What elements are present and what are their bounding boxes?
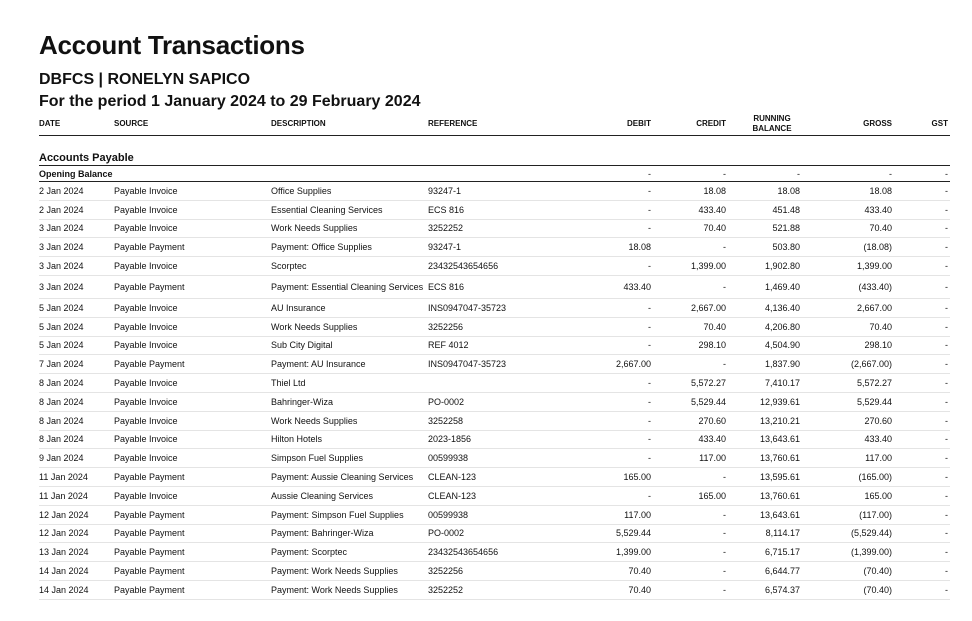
cell-gst: - — [894, 336, 950, 355]
cell-running-balance: 4,206.80 — [728, 317, 802, 336]
cell-source: Payable Invoice — [114, 182, 271, 201]
table-row — [39, 524, 950, 543]
cell-gross: 165.00 — [802, 486, 894, 505]
cell-date: 12 Jan 2024 — [39, 505, 114, 524]
cell-reference: 00599938 — [428, 505, 578, 524]
cell-gst: - — [894, 355, 950, 374]
cell-running-balance: 6,715.17 — [728, 543, 802, 562]
cell-description: Payment: Work Needs Supplies — [271, 580, 428, 599]
cell-source: Payable Payment — [114, 524, 271, 543]
cell-description: Sub City Digital — [271, 336, 428, 355]
cell-debit: - — [578, 219, 653, 238]
cell-source: Payable Invoice — [114, 430, 271, 449]
cell-date: 8 Jan 2024 — [39, 411, 114, 430]
cell-gst: - — [894, 182, 950, 201]
cell-date: 3 Jan 2024 — [39, 257, 114, 276]
cell-reference: PO-0002 — [428, 392, 578, 411]
cell-debit: 2,667.00 — [578, 355, 653, 374]
cell-gst: - — [894, 298, 950, 317]
opening-credit: - — [653, 166, 728, 182]
cell-gross: (433.40) — [802, 275, 894, 298]
cell-running-balance: 13,210.21 — [728, 411, 802, 430]
cell-gross: 5,529.44 — [802, 392, 894, 411]
cell-running-balance: 6,644.77 — [728, 562, 802, 581]
cell-gst: - — [894, 505, 950, 524]
cell-gross: 5,572.27 — [802, 374, 894, 393]
report-title: Account Transactions — [39, 30, 305, 60]
cell-description: AU Insurance — [271, 298, 428, 317]
cell-gross: (70.40) — [802, 562, 894, 581]
cell-credit: 2,667.00 — [653, 298, 728, 317]
cell-running-balance: 8,114.17 — [728, 524, 802, 543]
cell-gst: - — [894, 374, 950, 393]
cell-gst: - — [894, 257, 950, 276]
cell-date: 7 Jan 2024 — [39, 355, 114, 374]
table-row — [39, 430, 950, 449]
cell-gross: 2,667.00 — [802, 298, 894, 317]
col-header-running-line1: RUNNING — [753, 113, 791, 123]
cell-running-balance: 1,837.90 — [728, 355, 802, 374]
period-line: For the period 1 January 2024 to 29 February 2024 — [39, 93, 421, 110]
cell-date: 5 Jan 2024 — [39, 336, 114, 355]
cell-description: Work Needs Supplies — [271, 317, 428, 336]
cell-running-balance: 13,643.61 — [728, 505, 802, 524]
cell-description: Payment: Office Supplies — [271, 238, 428, 257]
cell-reference: CLEAN-123 — [428, 486, 578, 505]
cell-credit: 165.00 — [653, 486, 728, 505]
cell-reference: CLEAN-123 — [428, 468, 578, 487]
table-row — [39, 543, 950, 562]
section-heading-row — [39, 148, 950, 166]
cell-source: Payable Invoice — [114, 449, 271, 468]
cell-reference: 00599938 — [428, 449, 578, 468]
cell-running-balance: 4,504.90 — [728, 336, 802, 355]
cell-gst: - — [894, 580, 950, 599]
cell-description: Payment: Work Needs Supplies — [271, 562, 428, 581]
cell-source: Payable Invoice — [114, 336, 271, 355]
cell-gst: - — [894, 543, 950, 562]
cell-description: Payment: Essential Cleaning Services — [271, 275, 428, 298]
cell-debit: - — [578, 336, 653, 355]
opening-debit: - — [578, 166, 653, 182]
cell-reference: ECS 816 — [428, 200, 578, 219]
table-row — [39, 200, 950, 219]
cell-source: Payable Invoice — [114, 392, 271, 411]
cell-debit: 433.40 — [578, 275, 653, 298]
cell-reference: PO-0002 — [428, 524, 578, 543]
cell-description: Hilton Hotels — [271, 430, 428, 449]
table-row — [39, 355, 950, 374]
cell-credit: 5,529.44 — [653, 392, 728, 411]
cell-credit: - — [653, 468, 728, 487]
table-row — [39, 562, 950, 581]
cell-gross: 1,399.00 — [802, 257, 894, 276]
cell-running-balance: 12,939.61 — [728, 392, 802, 411]
cell-source: Payable Invoice — [114, 219, 271, 238]
cell-date: 13 Jan 2024 — [39, 543, 114, 562]
cell-description: Essential Cleaning Services — [271, 200, 428, 219]
cell-running-balance: 503.80 — [728, 238, 802, 257]
cell-running-balance: 6,574.37 — [728, 580, 802, 599]
cell-date: 8 Jan 2024 — [39, 430, 114, 449]
cell-source: Payable Payment — [114, 562, 271, 581]
cell-source: Payable Invoice — [114, 298, 271, 317]
cell-debit: 70.40 — [578, 562, 653, 581]
cell-running-balance: 13,643.61 — [728, 430, 802, 449]
cell-credit: 1,399.00 — [653, 257, 728, 276]
cell-reference: 93247-1 — [428, 182, 578, 201]
table-row — [39, 238, 950, 257]
cell-gross: 70.40 — [802, 219, 894, 238]
cell-credit: 70.40 — [653, 317, 728, 336]
cell-date: 2 Jan 2024 — [39, 182, 114, 201]
cell-credit: 5,572.27 — [653, 374, 728, 393]
cell-source: Payable Payment — [114, 275, 271, 298]
table-row — [39, 449, 950, 468]
cell-date: 14 Jan 2024 — [39, 562, 114, 581]
cell-credit: 270.60 — [653, 411, 728, 430]
col-header-reference: REFERENCE — [428, 112, 578, 136]
cell-date: 3 Jan 2024 — [39, 219, 114, 238]
cell-gst: - — [894, 468, 950, 487]
cell-running-balance: 451.48 — [728, 200, 802, 219]
cell-gst: - — [894, 411, 950, 430]
cell-gst: - — [894, 449, 950, 468]
cell-source: Payable Invoice — [114, 486, 271, 505]
cell-credit: - — [653, 580, 728, 599]
cell-debit: 18.08 — [578, 238, 653, 257]
cell-credit: 298.10 — [653, 336, 728, 355]
opening-running: - — [728, 166, 802, 182]
cell-gross: 433.40 — [802, 200, 894, 219]
cell-gross: 18.08 — [802, 182, 894, 201]
cell-description: Thiel Ltd — [271, 374, 428, 393]
cell-running-balance: 13,760.61 — [728, 486, 802, 505]
cell-source: Payable Invoice — [114, 411, 271, 430]
cell-gross: (1,399.00) — [802, 543, 894, 562]
table-row — [39, 580, 950, 599]
cell-description: Simpson Fuel Supplies — [271, 449, 428, 468]
table-row — [39, 336, 950, 355]
cell-gross: (70.40) — [802, 580, 894, 599]
table-row — [39, 374, 950, 393]
cell-source: Payable Invoice — [114, 257, 271, 276]
cell-reference: 93247-1 — [428, 238, 578, 257]
cell-debit: - — [578, 486, 653, 505]
cell-debit: - — [578, 200, 653, 219]
cell-gross: 433.40 — [802, 430, 894, 449]
col-header-gross: GROSS — [802, 112, 894, 136]
cell-date: 9 Jan 2024 — [39, 449, 114, 468]
col-header-date: DATE — [39, 112, 114, 136]
cell-credit: - — [653, 505, 728, 524]
transactions-table — [39, 112, 950, 600]
cell-reference: 2023-1856 — [428, 430, 578, 449]
opening-gst: - — [894, 166, 950, 182]
table-row — [39, 275, 950, 298]
cell-reference: 3252252 — [428, 219, 578, 238]
col-header-debit: DEBIT — [578, 112, 653, 136]
cell-source: Payable Payment — [114, 505, 271, 524]
cell-reference: 3252258 — [428, 411, 578, 430]
opening-gross: - — [802, 166, 894, 182]
cell-date: 5 Jan 2024 — [39, 298, 114, 317]
cell-description: Payment: Simpson Fuel Supplies — [271, 505, 428, 524]
cell-reference: 23432543654656 — [428, 257, 578, 276]
cell-description: Payment: Scorptec — [271, 543, 428, 562]
cell-gst: - — [894, 219, 950, 238]
cell-source: Payable Payment — [114, 355, 271, 374]
cell-date: 14 Jan 2024 — [39, 580, 114, 599]
cell-reference: 3252252 — [428, 580, 578, 599]
cell-debit: 117.00 — [578, 505, 653, 524]
opening-balance-label: Opening Balance — [39, 166, 578, 182]
opening-balance-row — [39, 166, 950, 182]
cell-reference: 3252256 — [428, 317, 578, 336]
cell-credit: 433.40 — [653, 430, 728, 449]
cell-debit: - — [578, 298, 653, 317]
header-spacer — [39, 136, 950, 149]
cell-gross: 70.40 — [802, 317, 894, 336]
cell-gross: (5,529.44) — [802, 524, 894, 543]
cell-running-balance: 18.08 — [728, 182, 802, 201]
cell-gst: - — [894, 524, 950, 543]
cell-date: 8 Jan 2024 — [39, 374, 114, 393]
cell-date: 3 Jan 2024 — [39, 238, 114, 257]
cell-credit: - — [653, 562, 728, 581]
cell-debit: - — [578, 257, 653, 276]
col-header-running-line2: BALANCE — [752, 123, 792, 133]
cell-gst: - — [894, 392, 950, 411]
cell-description: Scorptec — [271, 257, 428, 276]
table-row — [39, 505, 950, 524]
table-row — [39, 468, 950, 487]
cell-debit: - — [578, 411, 653, 430]
cell-gst: - — [894, 317, 950, 336]
cell-description: Bahringer-Wiza — [271, 392, 428, 411]
cell-debit: - — [578, 392, 653, 411]
cell-running-balance: 7,410.17 — [728, 374, 802, 393]
cell-source: Payable Invoice — [114, 317, 271, 336]
cell-reference: INS0947047-35723 — [428, 298, 578, 317]
cell-gross: (2,667.00) — [802, 355, 894, 374]
cell-gross: 270.60 — [802, 411, 894, 430]
cell-running-balance: 1,902.80 — [728, 257, 802, 276]
cell-source: Payable Payment — [114, 580, 271, 599]
cell-description: Aussie Cleaning Services — [271, 486, 428, 505]
cell-running-balance: 4,136.40 — [728, 298, 802, 317]
col-header-credit: CREDIT — [653, 112, 728, 136]
table-row — [39, 392, 950, 411]
cell-debit: 5,529.44 — [578, 524, 653, 543]
cell-debit: - — [578, 449, 653, 468]
cell-gross: (18.08) — [802, 238, 894, 257]
cell-credit: - — [653, 543, 728, 562]
cell-gst: - — [894, 275, 950, 298]
cell-date: 11 Jan 2024 — [39, 468, 114, 487]
cell-running-balance: 521.88 — [728, 219, 802, 238]
cell-gross: (165.00) — [802, 468, 894, 487]
cell-date: 5 Jan 2024 — [39, 317, 114, 336]
table-row — [39, 298, 950, 317]
cell-date: 2 Jan 2024 — [39, 200, 114, 219]
cell-credit: - — [653, 238, 728, 257]
cell-source: Payable Invoice — [114, 200, 271, 219]
table-row — [39, 317, 950, 336]
cell-gst: - — [894, 430, 950, 449]
table-header-row — [39, 112, 950, 136]
table-row — [39, 257, 950, 276]
organisation-line: DBFCS | RONELYN SAPICO — [39, 71, 251, 88]
col-header-running-balance — [728, 112, 802, 136]
col-header-source: SOURCE — [114, 112, 271, 136]
cell-source: Payable Payment — [114, 238, 271, 257]
cell-debit: 70.40 — [578, 580, 653, 599]
table-row — [39, 486, 950, 505]
cell-debit: 165.00 — [578, 468, 653, 487]
cell-running-balance: 13,595.61 — [728, 468, 802, 487]
cell-gst: - — [894, 200, 950, 219]
col-header-gst: GST — [894, 112, 950, 136]
cell-credit: - — [653, 524, 728, 543]
cell-debit: - — [578, 374, 653, 393]
cell-source: Payable Payment — [114, 468, 271, 487]
table-row — [39, 411, 950, 430]
cell-date: 8 Jan 2024 — [39, 392, 114, 411]
cell-gross: 298.10 — [802, 336, 894, 355]
cell-description: Office Supplies — [271, 182, 428, 201]
cell-gross: 117.00 — [802, 449, 894, 468]
cell-description: Work Needs Supplies — [271, 219, 428, 238]
table-row — [39, 182, 950, 201]
cell-description: Payment: AU Insurance — [271, 355, 428, 374]
cell-debit: 1,399.00 — [578, 543, 653, 562]
cell-running-balance: 13,760.61 — [728, 449, 802, 468]
section-title: Accounts Payable — [39, 148, 950, 166]
cell-credit: 70.40 — [653, 219, 728, 238]
cell-reference: INS0947047-35723 — [428, 355, 578, 374]
cell-gst: - — [894, 486, 950, 505]
cell-credit: 433.40 — [653, 200, 728, 219]
cell-gross: (117.00) — [802, 505, 894, 524]
cell-debit: - — [578, 430, 653, 449]
cell-gst: - — [894, 238, 950, 257]
cell-credit: 18.08 — [653, 182, 728, 201]
cell-reference: 23432543654656 — [428, 543, 578, 562]
cell-running-balance: 1,469.40 — [728, 275, 802, 298]
cell-source: Payable Invoice — [114, 374, 271, 393]
cell-date: 3 Jan 2024 — [39, 275, 114, 298]
cell-reference: 3252256 — [428, 562, 578, 581]
cell-credit: 117.00 — [653, 449, 728, 468]
cell-description: Payment: Aussie Cleaning Services — [271, 468, 428, 487]
cell-date: 12 Jan 2024 — [39, 524, 114, 543]
table-row — [39, 219, 950, 238]
cell-reference — [428, 374, 578, 393]
cell-date: 11 Jan 2024 — [39, 486, 114, 505]
cell-source: Payable Payment — [114, 543, 271, 562]
cell-gst: - — [894, 562, 950, 581]
cell-reference: ECS 816 — [428, 275, 578, 298]
cell-description: Payment: Bahringer-Wiza — [271, 524, 428, 543]
cell-description: Work Needs Supplies — [271, 411, 428, 430]
cell-credit: - — [653, 355, 728, 374]
col-header-description: DESCRIPTION — [271, 112, 428, 136]
cell-credit: - — [653, 275, 728, 298]
cell-debit: - — [578, 182, 653, 201]
cell-debit: - — [578, 317, 653, 336]
cell-reference: REF 4012 — [428, 336, 578, 355]
